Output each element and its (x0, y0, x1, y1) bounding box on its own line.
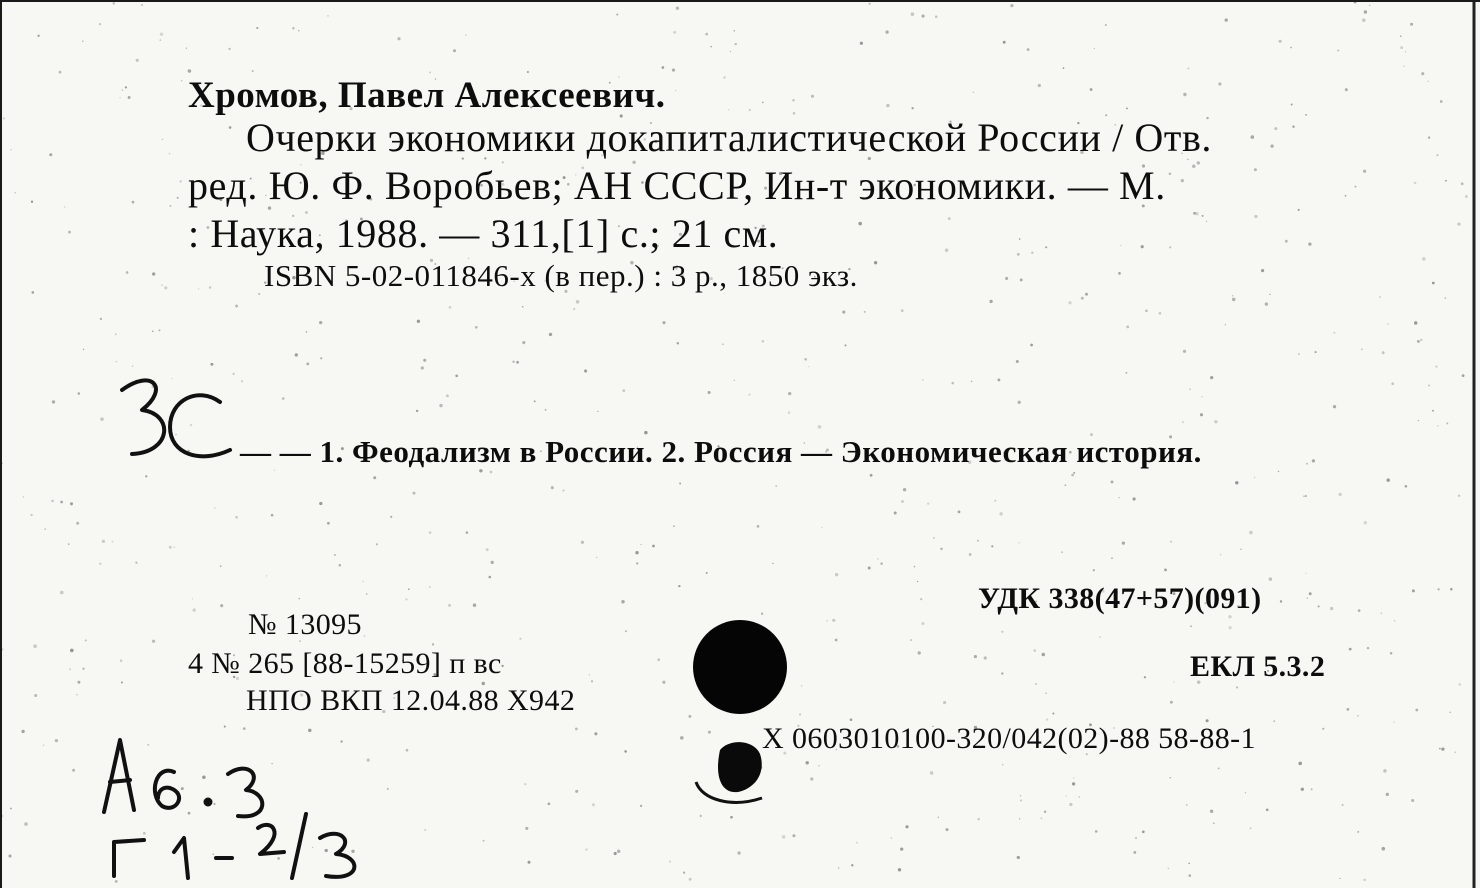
registration-number: 4 № 265 [88-15259] п вс (188, 647, 502, 680)
title-line-1: Очерки экономики докапиталистической России / Отв. (246, 115, 1213, 160)
record-number: № 13095 (248, 608, 362, 641)
udk-classification: УДК 338(47+57)(091) (978, 582, 1262, 615)
title-line-3: : Наука, 1988. — 311,[1] с.; 21 см. (188, 211, 779, 256)
isbn-line: ISBN 5-02-011846-х (в пер.) : 3 р., 1850 экз. (264, 258, 858, 293)
subject-headings: — — 1. Феодализм в России. 2. Россия — Экономическая история. (240, 434, 1202, 469)
title-line-2: ред. Ю. Ф. Воробьев; АН СССР, Ин-т экономики. — М. (188, 163, 1166, 208)
ekl-classification: ЕКЛ 5.3.2 (1190, 650, 1326, 683)
npo-imprint: НПО ВКП 12.04.88 Х942 (246, 684, 576, 717)
author-heading: Хромов, Павел Алексеевич. (188, 75, 666, 116)
x-code: Х 0603010100-320/042(02)-88 58-88-1 (762, 722, 1256, 755)
